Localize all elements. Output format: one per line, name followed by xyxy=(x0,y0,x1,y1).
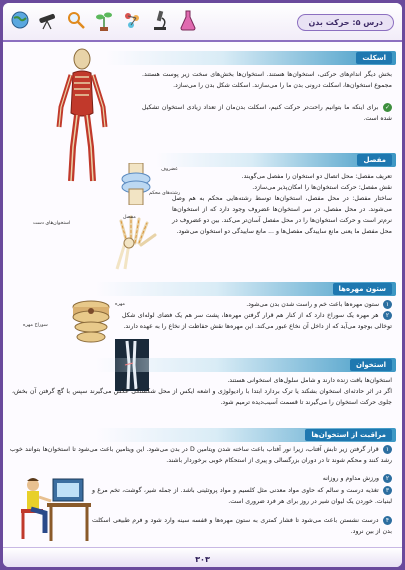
care-item-4: ۴ درست نشستن باعث می‌شود تا فشار کمتری به ستون مهره‌ها و قفسه سینه وارد شود و فرم طبیعی اسکلت بدن از بین نرود. xyxy=(92,516,392,535)
page-header xyxy=(3,3,402,41)
header-icon-row xyxy=(9,7,199,33)
hand-bones-label: استخوان‌های دست xyxy=(33,221,71,226)
knee-joint-illustration xyxy=(111,163,161,205)
joint-definition: تعریف مفصل: محل اتصال دو استخوان را مفصل می‌گویند. xyxy=(241,173,392,180)
vertebra-illustration xyxy=(67,299,115,343)
skeleton-illustration xyxy=(51,47,113,185)
hand-bones-illustration xyxy=(107,213,163,271)
care-item-1: ۱ قرار گرفتن زیر تابش آفتاب، زیرا نور آفتاب باعث ساخته شدن ویتامین D در بدن می‌شود. این ویتامین باعث می‌شود تا استخوان‌ها بتوانند خوب رشد کنند و محکم شوند تا در دوران بزرگسالی و پیری از استحکام خوبی برخوردار باشند. xyxy=(10,445,392,464)
care-section-header xyxy=(96,428,396,442)
molecule-icon xyxy=(121,7,143,33)
vertebra-label: مهره xyxy=(115,302,125,307)
care-item-3: ۳ تغذیه درست و سالم که حاوی مواد معدنی مثل کلسیم و مواد پروتئینی باشد. از جمله شیر، گوشت، تخم مرغ و لبنیات. خوردن یک لیوان شیر در روز برای هر فرد ضروری است. xyxy=(92,486,392,505)
skeleton-title: اسکلت xyxy=(356,52,392,64)
bone-paragraph-1: استخوان‌ها بافت زنده دارند و شامل سلول‌های استخوانی هستند. xyxy=(227,377,392,384)
globe-icon xyxy=(9,7,31,33)
vertebra-hole-label: سوراخ مهره xyxy=(23,323,48,328)
joint-section-header xyxy=(156,153,396,167)
ligament-label: رشته‌های محکم xyxy=(149,191,181,196)
flask-icon xyxy=(177,7,199,33)
lesson-title: درس ۵: حرکت بدن xyxy=(297,14,394,31)
telescope-icon xyxy=(37,7,59,33)
microscope-icon xyxy=(149,7,171,33)
spine-item-1: ۱ ستون مهره‌ها باعث خم و راست شدن بدن می‌شود. xyxy=(122,299,392,310)
textbook-page xyxy=(3,3,402,567)
checkmark-icon: ✓ xyxy=(384,103,391,111)
bone-paragraph-2: اگر در اثر حادثه‌ای استخوان بشکند یا ترک بردارد ابتدا با رادیولوژی و اشعه ایکس از محل شکستگی عکس می‌گیرند سپس با گچ گرفتن آن بخش، جلوی حرکت استخوان را می‌گیرند تا قسمت آسیب‌دیده ترمیم شود. xyxy=(12,388,392,406)
skeleton-paragraph: بخش دیگر اندام‌های حرکتی، استخوان‌ها هستند. استخوان‌ها بخش‌های سخت زیر پوست هستند. مجموع استخوان‌ها، اسکلت درونی بدن ما را می‌سازند. اسکلت شکل بدن را می‌سازد. xyxy=(142,71,392,89)
joint-title: مفصل xyxy=(357,154,392,166)
joint-structure: ساختار مفصل: در محل مفصل، استخوان‌ها توسط رشته‌هایی محکم به هم وصل می‌شوند. در محل مفصل، در سر استخوان‌ها غضروف وجود دارد که از استخوان‌ها نرم‌تر است و حرکت استخوان‌ها را در محل مفصل آسان‌تر می‌کند. بین دو غضروف در محل مفصل ما یعنی مانع ساییدگی مفصل‌ها و ... مانع ساییدگی دو استخوان می‌شود. xyxy=(172,195,392,235)
skeleton-note xyxy=(142,102,392,124)
header-divider xyxy=(3,40,402,42)
care-title: مراقبت از استخوان‌ها xyxy=(305,429,392,441)
care-item-2: ۲ ورزش مداوم و روزانه xyxy=(10,473,392,484)
joint-label: مفصل xyxy=(123,215,136,220)
cartilage-label: غضروف xyxy=(161,167,178,172)
spine-item-2: ۲ هر مهره یک سوراخ دارد که از کنار هم قرار گرفتن مهره‌ها، پشت سر هم یک فضای لوله‌ای شکل توخالی بوجود می‌آید که از داخل آن نخاع عبور می‌کند. این مهره‌ها نقش حفاظت از نخاع را به عهده دارند. xyxy=(122,311,392,330)
page-footer xyxy=(3,547,402,567)
skeleton-note-text: برای اینکه ما بتوانیم راحت‌تر حرکت کنیم، اسکلت بدن‌مان از تعداد زیادی استخوان تشکیل شده است. xyxy=(142,104,392,122)
skeleton-section-header xyxy=(106,51,396,65)
spine-title: ستون مهره‌ها xyxy=(333,283,392,295)
bone-section-header xyxy=(96,358,396,372)
sitting-student-illustration xyxy=(17,473,91,543)
bone-title: استخوان xyxy=(350,359,392,371)
magnifier-icon xyxy=(65,7,87,33)
page-number: ۳۰۳ xyxy=(195,555,210,564)
joint-role: نقش مفصل: حرکت استخوان‌ها را امکان‌پذیر می‌سازد. xyxy=(252,184,392,191)
spine-section-header xyxy=(96,282,396,296)
plant-icon xyxy=(93,7,115,33)
